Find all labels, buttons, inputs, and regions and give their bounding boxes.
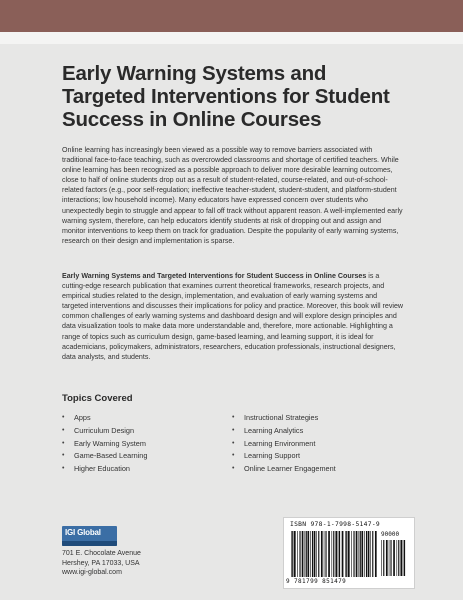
barcode-main [291, 531, 377, 577]
barcode-bar [299, 531, 300, 577]
topics-heading: Topics Covered [62, 393, 133, 404]
topic-label: Apps [74, 413, 91, 422]
bullet-icon: • [62, 452, 65, 460]
barcode-bar [404, 540, 405, 576]
barcode-digits: 9 781799 851479 [286, 578, 347, 585]
barcode-bar [359, 531, 360, 577]
title-line-1: Early Warning Systems and [62, 62, 327, 85]
list-item [232, 412, 336, 425]
barcode-bar [318, 531, 319, 577]
list-item [62, 438, 147, 451]
barcode-bar [294, 531, 296, 577]
barcode-bar [338, 531, 339, 577]
publisher-address [62, 549, 141, 578]
barcode-bar [386, 540, 388, 576]
barcode-bar [333, 531, 334, 577]
list-item [62, 412, 147, 425]
barcode-bar [375, 531, 377, 577]
list-item [232, 425, 336, 438]
publisher-logo-text: IGI Global [65, 528, 101, 537]
barcode-bar [398, 540, 399, 576]
barcode-bar [335, 531, 337, 577]
barcode-bar [332, 531, 333, 577]
barcode-bar [297, 531, 298, 577]
top-color-band [0, 0, 463, 32]
title-line-3: Success in Online Courses [62, 108, 322, 131]
publisher-logo [62, 526, 117, 546]
list-item [232, 450, 336, 463]
barcode-bar [360, 531, 361, 577]
topic-label: Learning Environment [244, 438, 316, 448]
topic-label: Higher Education [74, 464, 130, 474]
book-title-inline: Early Warning Systems and Targeted Interventions for Student Success in Online Courses [62, 272, 367, 280]
bullet-icon: • [62, 426, 65, 434]
list-item [62, 450, 147, 463]
topic-label: Learning Analytics [244, 425, 304, 435]
barcode-bar [291, 531, 292, 577]
barcode-bar [348, 531, 350, 577]
list-item [62, 425, 147, 438]
bullet-icon: • [232, 465, 235, 473]
barcode-bar [292, 531, 293, 577]
barcode-bar [324, 531, 325, 577]
barcode-bar [390, 540, 391, 576]
barcode-bar [307, 531, 309, 577]
barcode-bar [321, 531, 323, 577]
bullet-icon: • [232, 426, 235, 434]
description-paragraph-1: Online learning has increasingly been viewed as a possible way to remove barriers associated with traditional face-to-face teaching, such as overcrowded classrooms and shortage of certified teachers. While online learning has been recognized as a possible approach to deliver more desirable learning outcomes, close to half of online students drop out as a result of student-related, course-related, and out-of-school-related factors (e.g., poor self-regulation; ineffective teacher-student, student-student, and platform-student interactions; low household income). Many educators have expressed concern over students who unexpectedly begin to struggle and appear to fall off track without apparent reason. A well-implemented early warning system, therefore, can help educators identify students at risk of dropping out and assign and monitor interventions to keep them on track for graduation. Despite the popularity of early warning systems, research on their design and implementation is sparse. [62, 146, 403, 245]
bullet-icon: • [232, 452, 235, 460]
barcode-bar [364, 531, 365, 577]
barcode-bar [393, 540, 395, 576]
logo-strip [62, 541, 117, 546]
barcode-bar [389, 540, 390, 576]
barcode-bar [383, 540, 384, 576]
topic-label: Online Learner Engagement [244, 464, 336, 474]
barcode-bar [345, 531, 346, 577]
barcode-bar [342, 531, 344, 577]
publisher-website: www.igi-global.com [62, 569, 122, 577]
title-line-2: Targeted Interventions for Student [62, 85, 390, 108]
barcode-bar [403, 540, 404, 576]
topic-label: Instructional Strategies [244, 413, 319, 422]
barcode-bar [306, 531, 307, 577]
barcode-bar [356, 531, 358, 577]
bullet-icon: • [232, 439, 235, 447]
topics-list-left [62, 412, 147, 476]
bullet-icon: • [232, 414, 235, 421]
isbn-barcode-box [283, 517, 415, 589]
barcode-bar [325, 531, 326, 577]
list-item [62, 463, 147, 476]
barcode-bar [351, 531, 352, 577]
topics-list-right [232, 412, 336, 476]
barcode-bar [397, 540, 398, 576]
topic-label: Curriculum Design [74, 425, 135, 435]
barcode-bar [312, 531, 313, 577]
topic-label: Early Warning System [74, 438, 146, 448]
list-item [232, 438, 336, 451]
barcode-bar [310, 531, 311, 577]
bullet-icon: • [62, 414, 65, 421]
barcode-bar [353, 531, 354, 577]
topic-label: Learning Support [244, 451, 300, 461]
description-paragraph-2-text: is a cutting-edge research publication that examines current theoretical frameworks, research projects, and empirical studies related to the design, implementation, and evaluation of early warning systems and targeted interventions and discusses their implications for policy and practice. Moreover, this book will review common challenges of early warning systems and dashboard design and will explore design principles and data visualization tools to make data more understandable and, therefore, more actionable. Highlighting a range of topics such as curriculum design, game-based learning, and learning support, it is ideal for academicians, policymakers, administrators, researchers, education professionals, instructional designers, data analysts, and students. [62, 272, 404, 361]
barcode-addon [381, 540, 407, 576]
barcode-bar [316, 531, 317, 577]
isbn-label: ISBN 978-1-7998-5147-9 [290, 521, 381, 528]
list-item [232, 463, 336, 476]
barcode-bar [328, 531, 330, 577]
book-title [62, 62, 422, 131]
barcode-bar [370, 531, 371, 577]
description-paragraph-2 [62, 271, 404, 362]
top-white-rule [0, 32, 463, 44]
topic-label: Game-Based Learning [74, 451, 148, 461]
barcode-bar [368, 531, 370, 577]
barcode-bar [302, 531, 304, 577]
address-line-1: 701 E. Chocolate Avenue [62, 550, 141, 557]
barcode-bar [314, 531, 316, 577]
barcode-bar [305, 531, 306, 577]
barcode-bar [372, 531, 373, 577]
barcode-bar [366, 531, 367, 577]
address-line-2: Hershey, PA 17033, USA [62, 559, 140, 567]
barcode-bar [346, 531, 347, 577]
barcode-bar [381, 540, 382, 576]
bullet-icon: • [62, 439, 65, 447]
bullet-icon: • [62, 465, 65, 473]
barcode-bar [339, 531, 340, 577]
price-code: 90000 [381, 531, 400, 538]
barcode-bar [400, 540, 402, 576]
barcode-bar [361, 531, 363, 577]
